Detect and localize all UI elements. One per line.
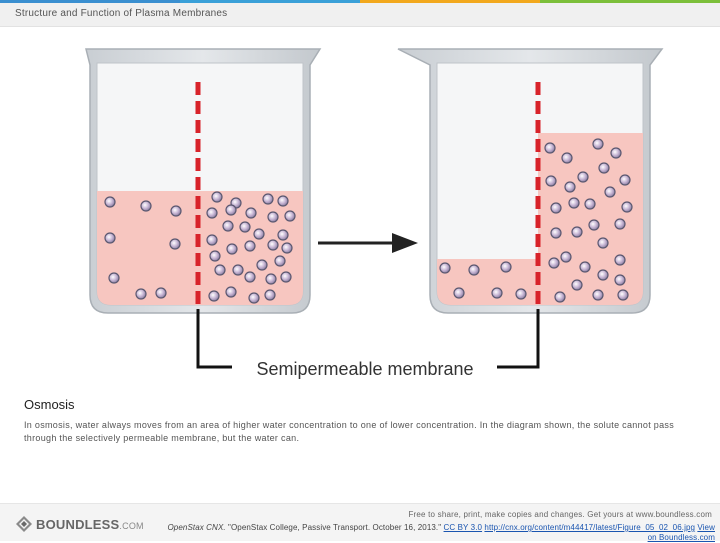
- left-solute-particle: [278, 196, 288, 206]
- left-solute-particle: [257, 260, 267, 270]
- right-solute-particle: [615, 255, 625, 265]
- right-solute-particle: [598, 270, 608, 280]
- right-solute-particle: [615, 219, 625, 229]
- left-solute-particle: [223, 221, 233, 231]
- footer: [0, 503, 720, 541]
- left-solute-particle: [275, 256, 285, 266]
- right-solute-particle: [615, 275, 625, 285]
- left-solute-particle: [141, 201, 151, 211]
- right-solute-particle: [569, 198, 579, 208]
- left-solute-particle: [207, 235, 217, 245]
- left-solute-particle: [254, 229, 264, 239]
- right-solute-particle: [492, 288, 502, 298]
- left-solute-particle: [282, 243, 292, 253]
- left-solute-particle: [233, 265, 243, 275]
- right-solute-particle: [599, 163, 609, 173]
- logo-suffix: .COM: [119, 520, 144, 531]
- caption-text: In osmosis, water always moves from an area of higher water concentration to one of lower concentration. In the diagram shown, the solute cannot pass through the selectively permeable membrane, but the water can.: [24, 420, 675, 443]
- left-solute-particle: [249, 293, 259, 303]
- boundless-logo-icon: [16, 516, 32, 532]
- osmosis-diagram: [0, 27, 720, 387]
- right-solute-particle: [551, 203, 561, 213]
- left-solute-particle: [265, 290, 275, 300]
- right-solute-particle: [578, 172, 588, 182]
- left-solute-particle: [170, 239, 180, 249]
- left-solute-particle: [210, 251, 220, 261]
- right-solute-particle: [454, 288, 464, 298]
- right-solute-particle: [611, 148, 621, 158]
- left-solute-particle: [240, 222, 250, 232]
- slide-header: [0, 3, 720, 27]
- beaker-left: [86, 49, 320, 313]
- right-solute-particle: [593, 139, 603, 149]
- slide-title: Structure and Function of Plasma Membranes: [15, 8, 228, 19]
- membrane-label: Semipermeable membrane: [256, 359, 474, 379]
- right-solute-particle: [585, 199, 595, 209]
- left-solute-particle: [212, 192, 222, 202]
- left-solute-particle: [215, 265, 225, 275]
- left-solute-particle: [285, 211, 295, 221]
- right-solute-particle: [598, 238, 608, 248]
- right-solute-particle: [572, 280, 582, 290]
- left-solute-particle: [136, 289, 146, 299]
- right-solute-particle: [572, 227, 582, 237]
- left-solute-particle: [245, 241, 255, 251]
- boundless-logo-text: [36, 517, 144, 532]
- left-solute-particle: [278, 230, 288, 240]
- left-solute-particle: [156, 288, 166, 298]
- license-link[interactable]: CC BY 3.0: [443, 523, 483, 532]
- right-solute-particle: [469, 265, 479, 275]
- left-solute-particle: [245, 272, 255, 282]
- right-solute-particle: [565, 182, 575, 192]
- left-solute-particle: [246, 208, 256, 218]
- left-solute-particle: [268, 212, 278, 222]
- right-solute-particle: [440, 263, 450, 273]
- right-solute-particle: [546, 176, 556, 186]
- right-solute-particle: [593, 290, 603, 300]
- beaker-right-water-high: [538, 133, 643, 305]
- right-solute-particle: [580, 262, 590, 272]
- right-solute-particle: [549, 258, 559, 268]
- left-solute-particle: [105, 233, 115, 243]
- attribution-text: "OpenStax College, Passive Transport. October 16, 2013.": [225, 523, 444, 532]
- left-solute-particle: [281, 272, 291, 282]
- caption-title: Osmosis: [24, 397, 75, 412]
- beaker-right: [398, 49, 662, 313]
- left-solute-particle: [226, 205, 236, 215]
- right-solute-particle: [589, 220, 599, 230]
- left-solute-particle: [266, 274, 276, 284]
- left-solute-particle: [109, 273, 119, 283]
- membrane-callout-line: [198, 309, 232, 367]
- right-solute-particle: [561, 252, 571, 262]
- right-solute-particle: [562, 153, 572, 163]
- right-solute-particle: [501, 262, 511, 272]
- right-solute-particle: [516, 289, 526, 299]
- left-solute-particle: [207, 208, 217, 218]
- right-arrow-icon: [318, 233, 418, 253]
- right-solute-particle: [555, 292, 565, 302]
- membrane-callout-line-right: [497, 309, 538, 367]
- attribution-source: OpenStax CNX.: [167, 523, 226, 532]
- logo-main: BOUNDLESS: [36, 516, 120, 532]
- right-solute-particle: [551, 228, 561, 238]
- left-solute-particle: [263, 194, 273, 204]
- left-solute-particle: [226, 287, 236, 297]
- left-solute-particle: [105, 197, 115, 207]
- left-solute-particle: [268, 240, 278, 250]
- right-solute-particle: [618, 290, 628, 300]
- source-link[interactable]: http://cnx.org/content/m44417/latest/Figure_05_02_06.jpg: [484, 523, 696, 532]
- view-on-boundless-link[interactable]: View on Boundless.com: [647, 523, 715, 542]
- right-solute-particle: [620, 175, 630, 185]
- right-solute-particle: [605, 187, 615, 197]
- attribution: [165, 523, 715, 543]
- right-solute-particle: [545, 143, 555, 153]
- boundless-logo[interactable]: [16, 516, 144, 532]
- free-share-notice: Free to share, print, make copies and changes. Get yours at www.boundless.com: [408, 510, 712, 519]
- right-solute-particle: [622, 202, 632, 212]
- left-solute-particle: [227, 244, 237, 254]
- left-solute-particle: [171, 206, 181, 216]
- left-solute-particle: [209, 291, 219, 301]
